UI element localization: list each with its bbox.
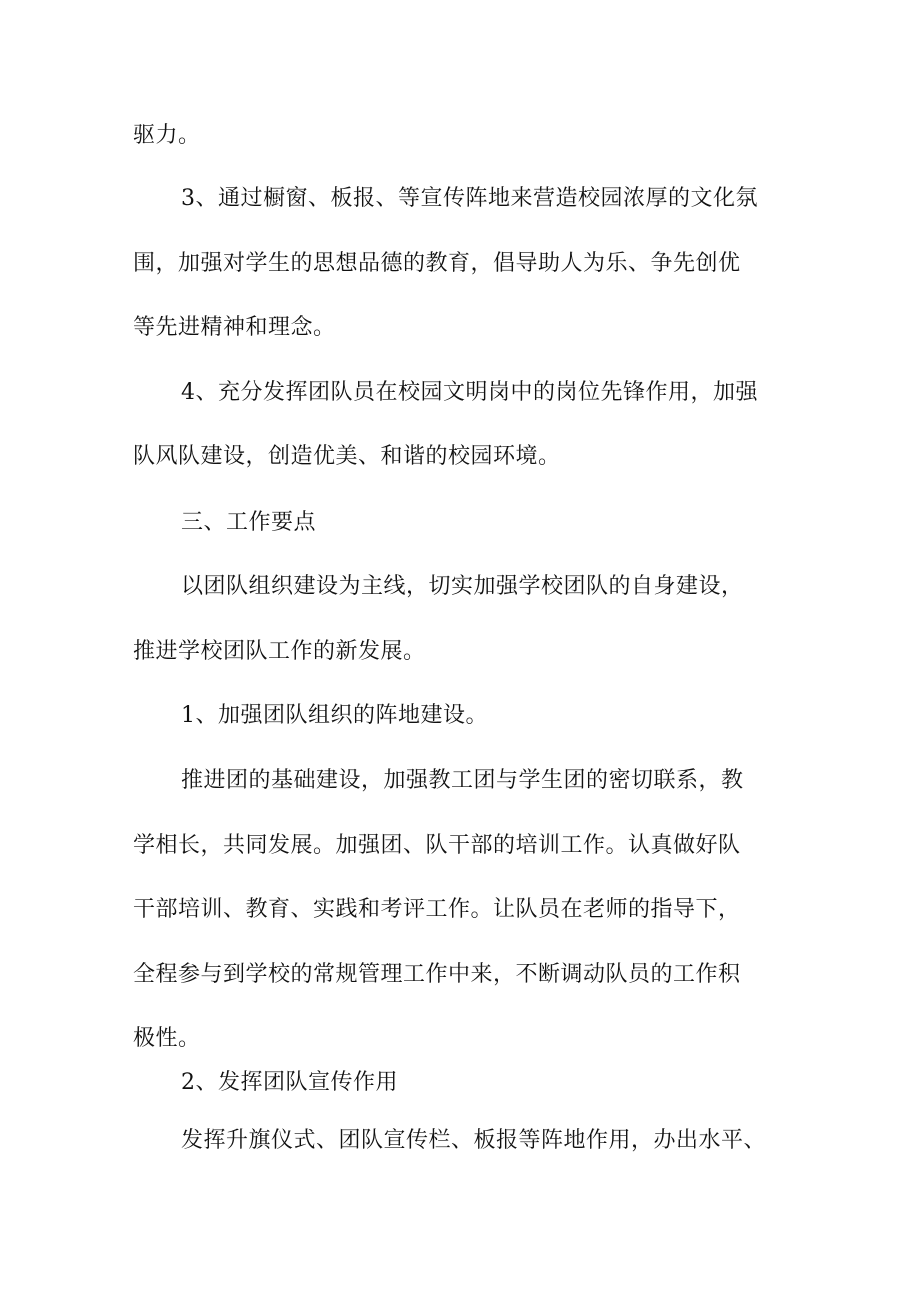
text-line: 全程参与到学校的常规管理工作中来，不断调动队员的工作积 (133, 962, 741, 987)
text-line: 围，加强对学生的思想品德的教育，倡导助人为乐、争先创优 (133, 251, 741, 276)
text-line: 学相长，共同发展。加强团、队干部的培训工作。认真做好队 (133, 833, 741, 858)
text-line: 推进学校团队工作的新发展。 (133, 639, 426, 664)
text-line: 极性。 (133, 1026, 201, 1051)
subsection-heading: 1、加强团队组织的阵地建设。 (181, 703, 488, 728)
text-line: 发挥升旗仪式、团队宣传栏、板报等阵地作用，办出水平、 (181, 1128, 767, 1153)
text-line: 4、充分发挥团队员在校园文明岗中的岗位先锋作用，加强 (181, 380, 758, 405)
text-line: 3、通过橱窗、板报、等宣传阵地来营造校园浓厚的文化氛 (181, 186, 758, 211)
subsection-heading: 2、发挥团队宣传作用 (181, 1070, 398, 1095)
text-line: 等先进精神和理念。 (133, 315, 336, 340)
section-heading: 三、工作要点 (181, 510, 317, 535)
text-line: 干部培训、教育、实践和考评工作。让队员在老师的指导下， (133, 897, 741, 922)
text-line: 以团队组织建设为主线，切实加强学校团队的自身建设， (181, 574, 744, 599)
text-line: 队风队建设，创造优美、和谐的校园环境。 (133, 444, 561, 469)
text-line: 推进团的基础建设，加强教工团与学生团的密切联系，教 (181, 768, 744, 793)
text-line: 驱力。 (133, 123, 201, 148)
